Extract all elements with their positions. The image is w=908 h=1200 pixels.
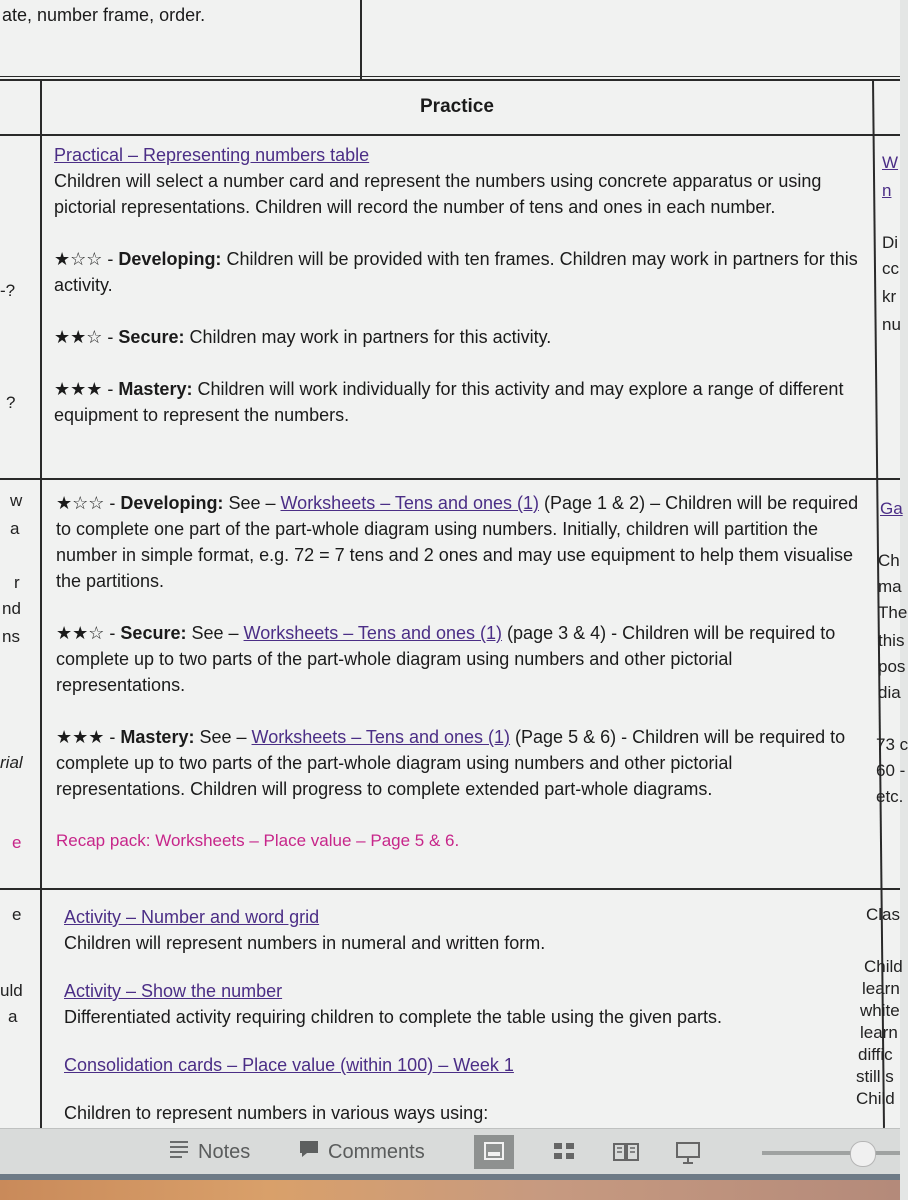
notes-icon xyxy=(168,1139,190,1166)
slideshow-icon xyxy=(668,1135,708,1169)
row2-secure: ★★☆ - Secure: See – Worksheets – Tens and ones (1) (page 3 & 4) - Children will be required to complete up to two parts of the part-whole diagram using numbers and other pictorial representations. xyxy=(56,623,836,695)
right-fragment: learn xyxy=(860,1023,898,1042)
two-star-rating-icon: ★★☆ xyxy=(54,327,103,347)
left-fragment: a xyxy=(8,1007,18,1026)
activity2-text: Differentiated activity requiring children to complete the table using the given parts. xyxy=(64,1007,723,1027)
worksheets-tens-ones-link[interactable]: Worksheets – Tens and ones (1) xyxy=(251,727,511,747)
left-fragment: e xyxy=(12,833,22,852)
row1-secure: ★★☆ - Secure: Children may work in partners for this activity. xyxy=(54,327,552,347)
right-fragment: dia xyxy=(878,683,901,702)
right-fragment: n xyxy=(882,181,892,200)
right-fragment: The xyxy=(878,603,908,622)
normal-view-icon xyxy=(474,1135,514,1169)
left-fragment: -? xyxy=(0,281,16,300)
right-fragment: still s xyxy=(856,1067,894,1086)
zoom-slider-track[interactable] xyxy=(762,1151,900,1155)
row3-trailing-text: Children to represent numbers in various ways using: xyxy=(64,1103,489,1123)
left-fragment: uld xyxy=(0,981,23,1000)
table-border-top-upper xyxy=(0,76,900,77)
row2-practice-cell xyxy=(56,490,864,854)
recap-pack-text: Recap pack: Worksheets – Place value – Page 5 & 6. xyxy=(56,831,460,850)
left-fragment: e xyxy=(12,905,22,924)
left-fragment: ? xyxy=(6,393,16,412)
right-fragment: W xyxy=(882,153,899,172)
two-star-rating-icon: ★★☆ xyxy=(56,623,105,643)
mastery-label: Mastery: xyxy=(118,379,193,399)
right-fragment: Clas xyxy=(866,905,901,924)
row2-mastery: ★★★ - Mastery: See – Worksheets – Tens and ones (1) (Page 5 & 6) - Children will be required to complete up to two parts of the part-whole diagram using numbers and other pictorial representations. Children will progress to complete extended part-whole diagrams. xyxy=(56,727,846,799)
right-fragment: Ch xyxy=(878,551,900,570)
see-text: See – xyxy=(228,493,276,513)
slideshow-button[interactable] xyxy=(668,1135,708,1169)
show-the-number-link[interactable]: Activity – Show the number xyxy=(64,981,283,1001)
normal-view-button[interactable] xyxy=(474,1135,514,1169)
left-fragment: w xyxy=(10,491,23,510)
developing-text: Children will be provided with ten frames. Children may work in partners for this activity. xyxy=(54,249,858,295)
secure-label: Secure: xyxy=(120,623,187,643)
reading-view-button[interactable] xyxy=(606,1135,646,1169)
three-star-rating-icon: ★★★ xyxy=(56,727,105,747)
developing-text: (Page 1 & 2) – Children will be required to complete one part of the part-whole diagram using numbers. Initially, children will partition the number in simple format, e.g. 72 = 7 tens and 2 ones and may use equipment to help them visualise the partitions. xyxy=(56,493,859,591)
three-star-rating-icon: ★★★ xyxy=(54,379,103,399)
activity1-text: Children will represent numbers in numeral and written form. xyxy=(64,933,546,953)
right-fragment: nu xyxy=(882,315,901,334)
monitor-bezel xyxy=(0,1174,900,1200)
comments-label: Comments xyxy=(328,1141,425,1163)
row1-mastery: ★★★ - Mastery: Children will work individually for this activity and may explore a range of different equipment to represent the numbers. xyxy=(54,379,844,425)
right-fragment: etc. xyxy=(876,787,904,806)
top-cell-text: ate, number frame, order. xyxy=(2,5,206,25)
secure-label: Secure: xyxy=(118,327,185,347)
right-fragment: pos xyxy=(878,657,906,676)
one-star-rating-icon: ★☆☆ xyxy=(56,493,105,513)
left-fragment: rial xyxy=(0,753,23,772)
practice-header: Practice xyxy=(420,96,494,117)
left-fragment: ns xyxy=(2,627,20,646)
table-border-top xyxy=(0,79,900,81)
right-fragment: Child xyxy=(856,1089,895,1108)
right-fragment: Ga xyxy=(880,499,903,518)
right-fragment: Di xyxy=(882,233,899,252)
right-fragment: this xyxy=(878,631,905,650)
right-fragment: diffic xyxy=(858,1045,893,1064)
left-fragment: a xyxy=(10,519,20,538)
slide-sorter-button[interactable] xyxy=(544,1135,584,1169)
worksheets-tens-ones-link[interactable]: Worksheets – Tens and ones (1) xyxy=(280,493,539,513)
right-fragment: cc xyxy=(882,259,899,278)
mastery-label: Mastery: xyxy=(120,727,195,747)
dock-reflection xyxy=(0,1180,900,1200)
secure-text: Children may work in partners for this activity. xyxy=(189,327,552,347)
right-fragment: ma xyxy=(878,577,902,596)
consolidation-cards-link[interactable]: Consolidation cards – Place value (within 100) – Week 1 xyxy=(64,1055,514,1075)
left-column-divider xyxy=(40,79,42,1128)
slide-sorter-icon xyxy=(544,1135,584,1169)
row1-intro: Children will select a number card and represent the numbers using concrete apparatus or using pictorial representations. Children will record the number of tens and ones in each number. xyxy=(54,171,822,217)
secure-text: (page 3 & 4) - Children will be required to complete up to two parts of the part-whole diagram using numbers and other pictorial representations. xyxy=(56,623,836,695)
right-fragment: kr xyxy=(882,287,897,306)
right-fragment: white xyxy=(860,1001,900,1020)
reading-view-icon xyxy=(606,1135,646,1169)
number-word-grid-link[interactable]: Activity – Number and word grid xyxy=(64,907,320,927)
developing-label: Developing: xyxy=(120,493,224,513)
developing-label: Developing: xyxy=(118,249,222,269)
row1-practice-cell xyxy=(54,142,862,428)
one-star-rating-icon: ★☆☆ xyxy=(54,249,103,269)
representing-numbers-link[interactable]: Practical – Representing numbers table xyxy=(54,145,370,165)
see-text: See – xyxy=(199,727,247,747)
row3-practice-cell xyxy=(64,904,854,1126)
notes-label: Notes xyxy=(198,1141,251,1163)
see-text: See – xyxy=(191,623,239,643)
left-fragment: r xyxy=(14,573,20,592)
row1-bottom-border xyxy=(0,478,900,480)
row2-bottom-border xyxy=(0,888,900,890)
status-toolbar xyxy=(0,1128,900,1175)
header-bottom-border xyxy=(0,134,900,136)
right-fragment: 60 - xyxy=(876,761,906,780)
right-fragment: Child xyxy=(864,957,903,976)
top-vertical-divider xyxy=(360,0,362,79)
row1-developing: ★☆☆ - Developing: Children will be provided with ten frames. Children may work in partners for this activity. xyxy=(54,249,858,295)
notes-button[interactable] xyxy=(168,1139,250,1166)
right-fragment: 73 c xyxy=(876,735,908,754)
mastery-text: (Page 5 & 6) - Children will be required to complete up to two parts of the part-whole diagram using numbers and other pictorial representations. Children will progress to complete extended part-whole diagrams. xyxy=(56,727,846,799)
comment-bubble-icon xyxy=(298,1139,320,1166)
comments-button[interactable] xyxy=(298,1139,425,1166)
mastery-text: Children will work individually for this activity and may explore a range of different equipment to represent the numbers. xyxy=(54,379,844,425)
right-fragment: learn xyxy=(862,979,900,998)
row2-developing: ★☆☆ - Developing: See – Worksheets – Tens and ones (1) (Page 1 & 2) – Children will be required to complete one part of the part-whole diagram using numbers. Initially, children will partition the number in simple format, e.g. 72 = 7 tens and 2 ones and may use equipment to help them visualise the partitions. xyxy=(56,493,859,591)
left-fragment: nd xyxy=(2,599,21,618)
worksheets-tens-ones-link[interactable]: Worksheets – Tens and ones (1) xyxy=(243,623,503,643)
zoom-slider-handle[interactable] xyxy=(850,1141,876,1167)
